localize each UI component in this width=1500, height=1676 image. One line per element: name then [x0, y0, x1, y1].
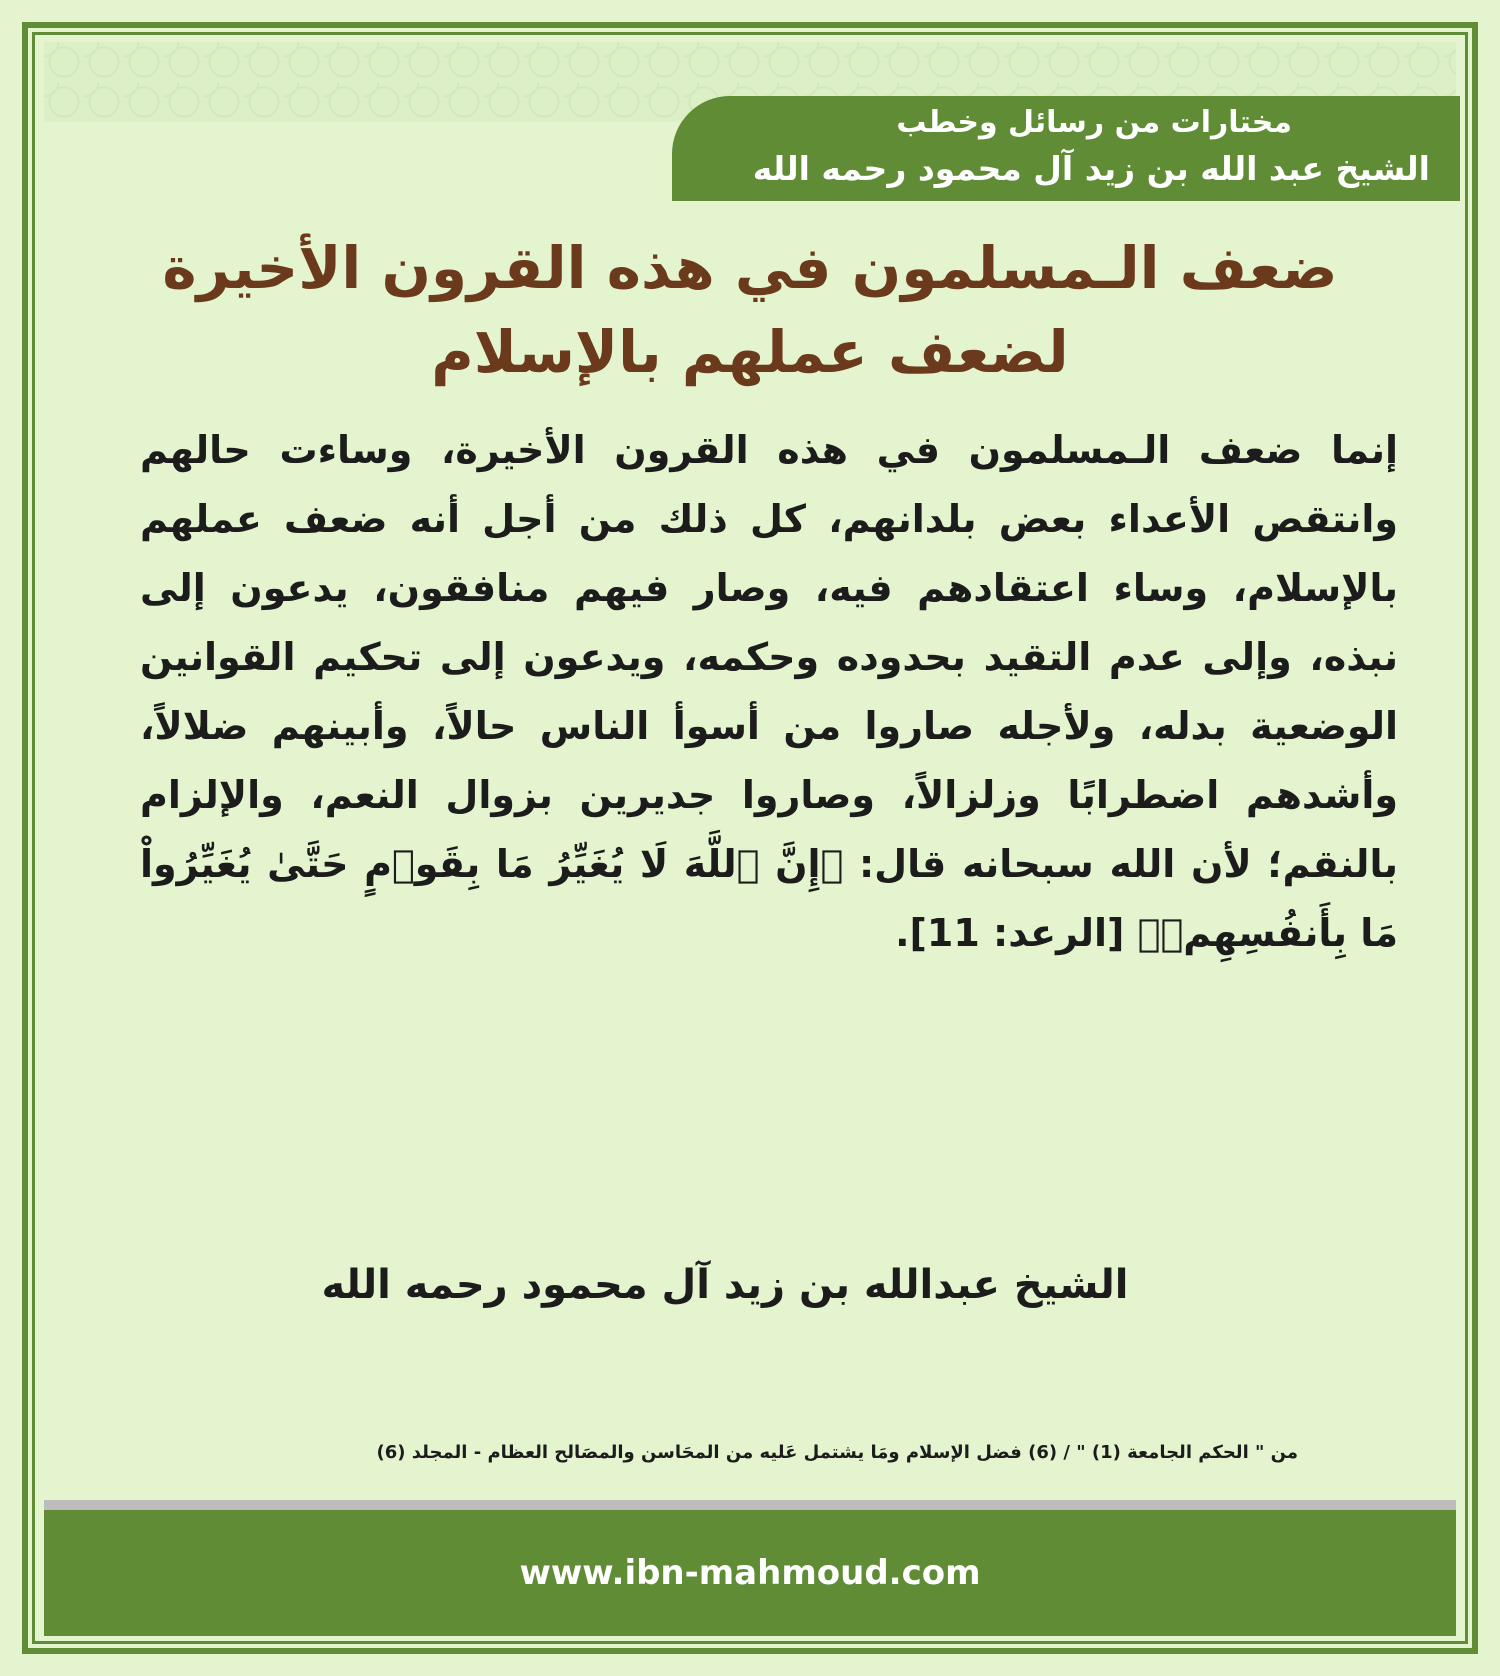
title-line-1: ضعف الـمسلمون في هذه القرون الأخيرة	[162, 234, 1338, 302]
header-banner	[672, 96, 1460, 201]
source-citation: من " الحكم الجامعة (1) " / (6) فضل الإسلام ومَا يشتمل عَليه من المحَاسن والمصَالح العظام - المجلد (6)	[376, 1442, 1298, 1463]
website-link[interactable]: www.ibn-mahmoud.com	[519, 1553, 981, 1593]
header-author-name: الشيخ عبد الله بن زيد آل محمود رحمه الله	[752, 149, 1430, 188]
footer-bar	[44, 1510, 1456, 1636]
body-paragraph: إنما ضعف الـمسلمون في هذه القرون الأخيرة، وساءت حالهم وانتقص الأعداء بعض بلدانهم، كل ذلك من أجل أنه ضعف عملهم بالإسلام، وساء اعتقادهم فيه، وصار فيهم منافقون، يدعون إلى نبذه، وإلى عدم التقيد بحدوده وحكمه، ويدعون إلى تحكيم القوانين الوضعية بدله، ولأجله صاروا من أسوأ الناس حالاً، وأبينهم ضلالاً، وأشدهم اضطرابًا وزلزالاً، وصاروا جديرين بزوال النعم، والإلزام بالنقم؛ لأن الله سبحانه قال: ﴿إِنَّ ٱللَّهَ لَا يُغَيِّرُ مَا بِقَوۡمٍ حَتَّىٰ يُغَيِّرُواْ مَا بِأَنفُسِهِمۡ﴾ [الرعد: 11].	[140, 428, 1398, 955]
page-title	[120, 226, 1380, 394]
title-line-2: لضعف عملهم بالإسلام	[431, 318, 1069, 386]
author-signature: الشيخ عبدالله بن زيد آل محمود رحمه الله	[321, 1262, 1129, 1308]
header-series-title: مختارات من رسائل وخطب	[896, 105, 1292, 140]
